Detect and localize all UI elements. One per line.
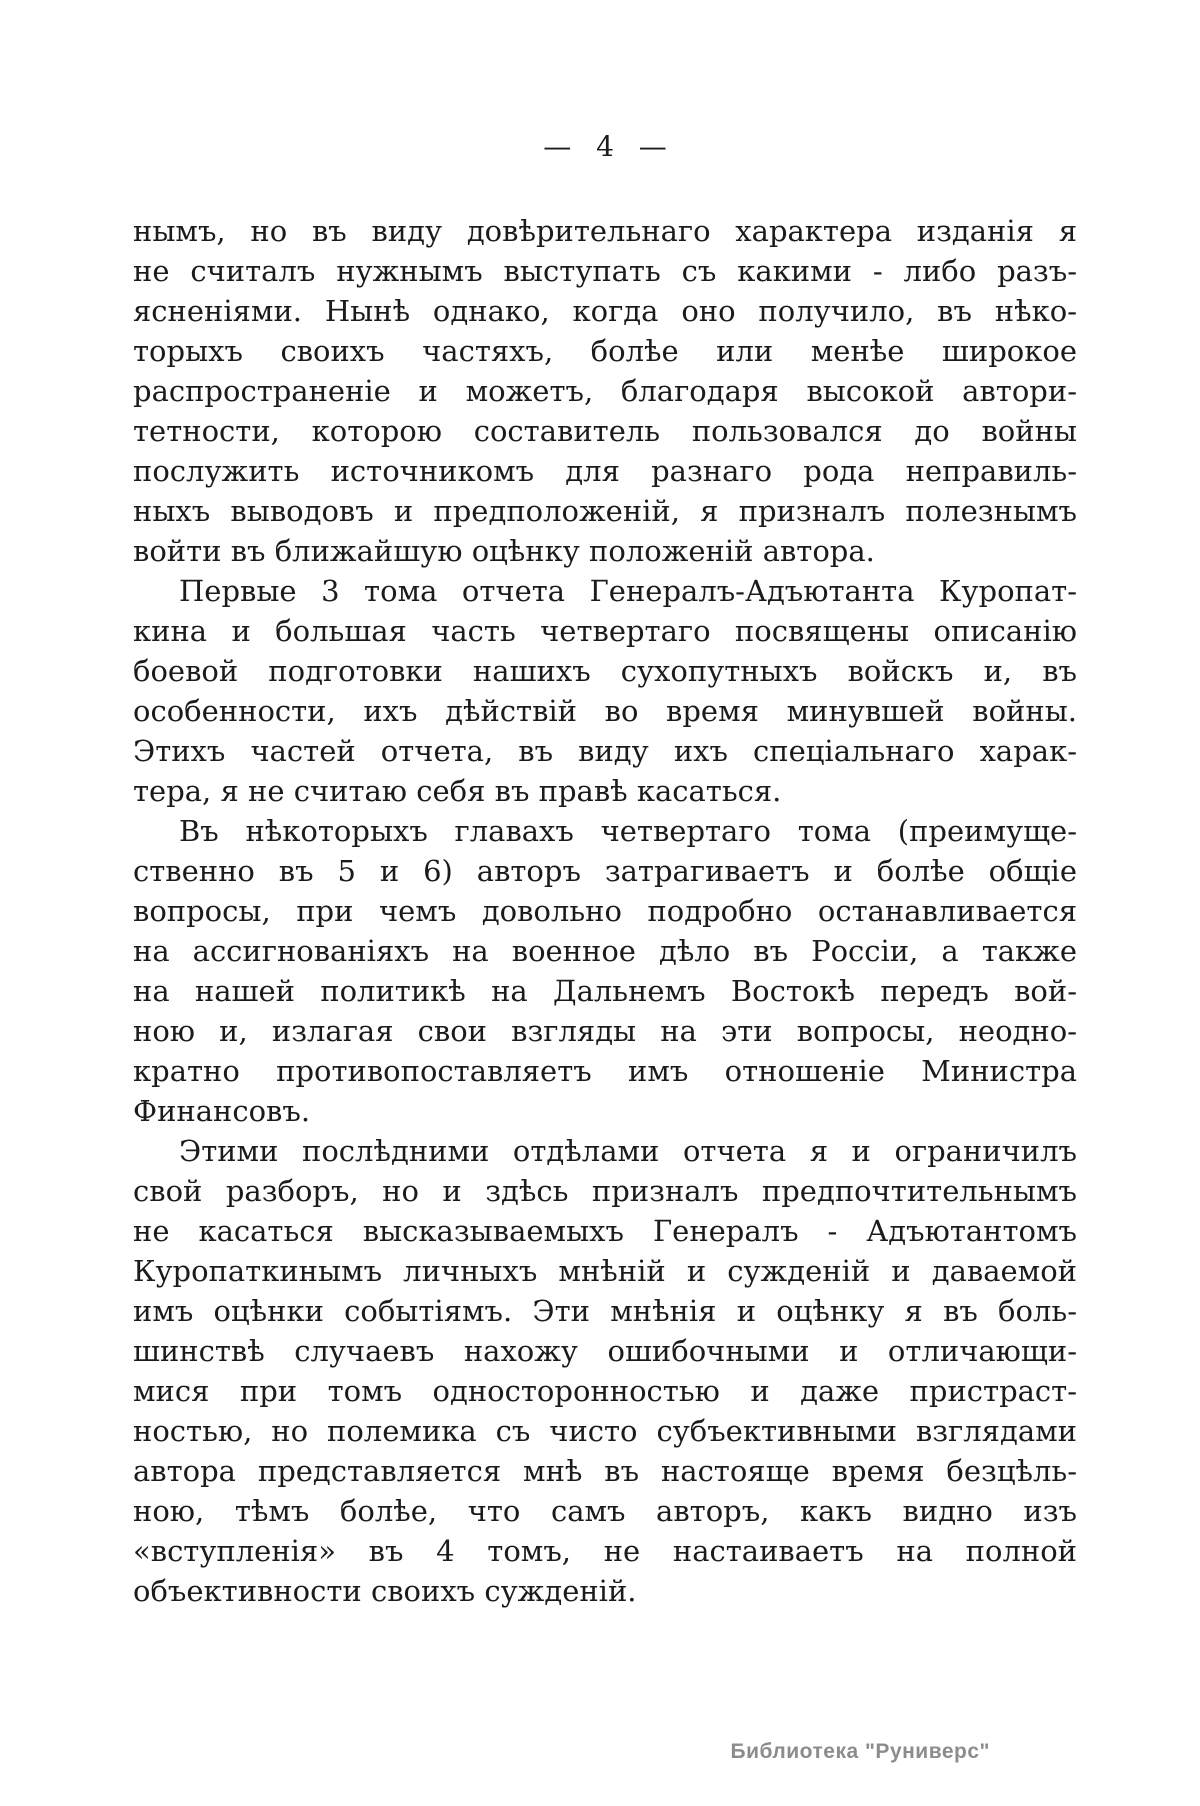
text-line: войти въ ближайшую оцѣнку положеній автора. — [133, 534, 875, 568]
paragraph — [133, 811, 1077, 1131]
text-line: на нашей политикѣ на Дальнемъ Востокѣ передъ вой- — [133, 974, 1077, 1008]
text-line: вопросы, при чемъ довольно подробно останавливается — [133, 894, 1077, 928]
text-block — [133, 211, 1077, 1611]
text-line: Куропаткинымъ личныхъ мнѣній и сужденій и даваемой — [133, 1254, 1077, 1288]
text-line: автора представляется мнѣ въ настояще время безцѣль- — [133, 1454, 1077, 1488]
text-line: «вступленія» въ 4 томъ, не настаиваетъ на полной — [133, 1534, 1077, 1568]
text-line: мися при томъ односторонностью и даже пристраст- — [133, 1374, 1077, 1408]
text-line: Этихъ частей отчета, въ виду ихъ спеціальнаго харак- — [133, 734, 1077, 768]
text-line: ною, тѣмъ болѣе, что самъ авторъ, какъ видно изъ — [133, 1494, 1077, 1528]
text-line: нымъ, но въ виду довѣрительнаго характера изданія я — [133, 214, 1077, 248]
text-line: особенности, ихъ дѣйствій во время минувшей войны. — [133, 694, 1077, 728]
text-line: на ассигнованіяхъ на военное дѣло въ Россіи, а также — [133, 934, 1077, 968]
text-line: послужить источникомъ для разнаго рода неправиль- — [133, 454, 1077, 488]
text-line: Въ нѣкоторыхъ главахъ четвертаго тома (преимуще- — [179, 814, 1077, 848]
text-line: Этими послѣдними отдѣлами отчета я и ограничилъ — [179, 1134, 1077, 1168]
text-line: свой разборъ, но и здѣсь призналъ предпочтительнымъ — [133, 1174, 1077, 1208]
paragraph — [133, 211, 1077, 571]
page-number: — 4 — — [543, 130, 667, 163]
text-line: кратно противопоставляетъ имъ отношеніе Министра — [133, 1054, 1077, 1088]
text-line: имъ оцѣнки событіямъ. Эти мнѣнія и оцѣнку я въ боль- — [133, 1294, 1077, 1328]
text-line: ныхъ выводовъ и предположеній, я призналъ полезнымъ — [133, 494, 1077, 528]
text-line: кина и большая часть четвертаго посвящены описанію — [133, 614, 1077, 648]
text-line: тетности, которою составитель пользовался до войны — [133, 414, 1077, 448]
text-line: шинствѣ случаевъ нахожу ошибочными и отличающи- — [133, 1334, 1077, 1368]
text-line: ственно въ 5 и 6) авторъ затрагиваетъ и болѣе общіе — [133, 854, 1077, 888]
text-line: Первые 3 тома отчета Генералъ-Адъютанта Куропат- — [179, 574, 1077, 608]
text-line: тера, я не считаю себя въ правѣ касаться. — [133, 774, 782, 808]
text-line: ностью, но полемика съ чисто субъективными взглядами — [133, 1414, 1077, 1448]
text-line: объективности своихъ сужденій. — [133, 1574, 637, 1608]
paragraph — [133, 571, 1077, 811]
text-line: ясненіями. Нынѣ однако, когда оно получило, въ нѣко- — [133, 294, 1077, 328]
text-line: ною и, излагая свои взгляды на эти вопросы, неодно- — [133, 1014, 1077, 1048]
paragraph — [133, 1131, 1077, 1611]
text-line: торыхъ своихъ частяхъ, болѣе или менѣе широкое — [133, 334, 1077, 368]
text-line: распространеніе и можетъ, благодаря высокой автори- — [133, 374, 1077, 408]
text-line: не касаться высказываемыхъ Генералъ - Адъютантомъ — [133, 1214, 1077, 1248]
text-line: боевой подготовки нашихъ сухопутныхъ войскъ и, въ — [133, 654, 1077, 688]
library-watermark: Библиотека "Руниверс" — [730, 1740, 990, 1763]
text-line: Финансовъ. — [133, 1094, 311, 1128]
text-line: не считалъ нужнымъ выступать съ какими - либо разъ- — [133, 254, 1077, 288]
